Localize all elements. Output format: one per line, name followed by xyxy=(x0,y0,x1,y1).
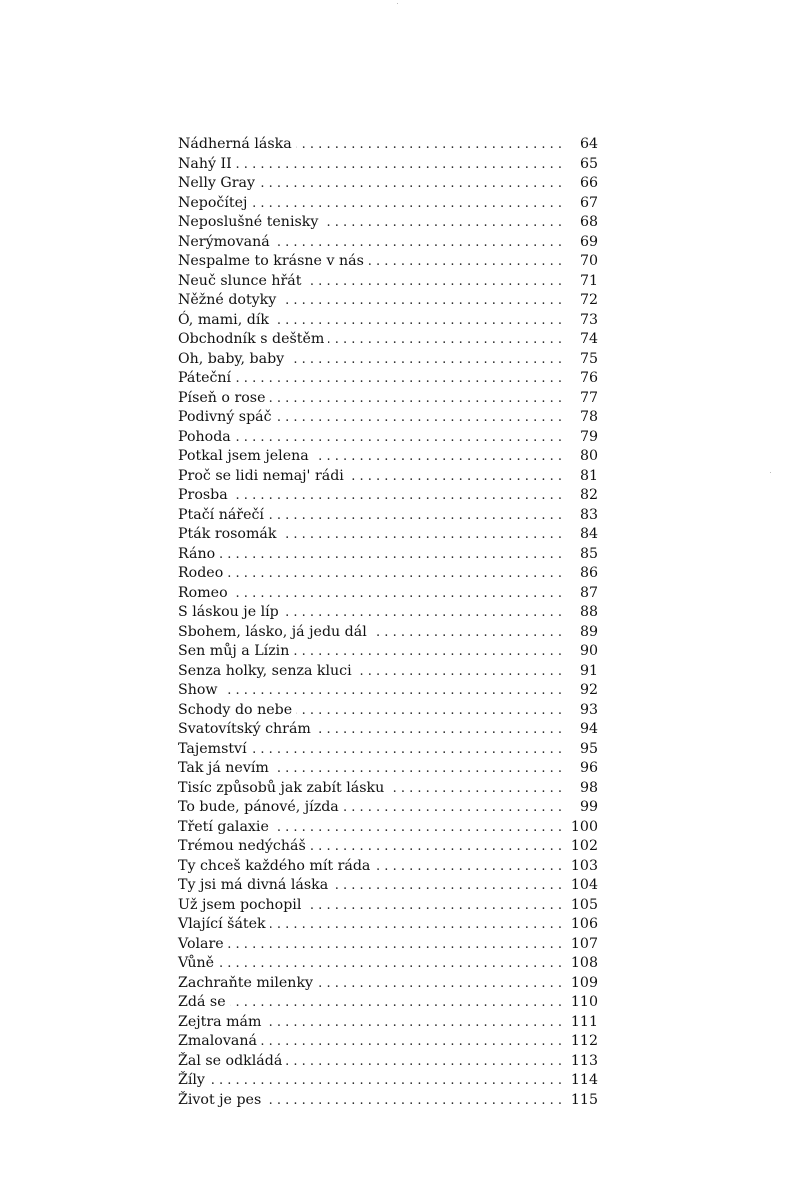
toc-entry xyxy=(178,291,598,311)
toc-entry-page-number: 67 xyxy=(579,194,598,211)
toc-entry-page-number: 74 xyxy=(579,331,598,347)
dot-leader xyxy=(265,1091,562,1111)
toc-entry-page-number: 102 xyxy=(570,838,598,854)
toc-entry xyxy=(178,993,598,1013)
dot-leader xyxy=(251,740,562,760)
toc-entry xyxy=(178,194,598,214)
toc-entry-title: Zmalovaná xyxy=(178,1033,257,1049)
toc-entry-page-number: 71 xyxy=(579,272,598,289)
toc-entry xyxy=(178,623,598,643)
dot-leader xyxy=(293,642,562,662)
toc-entry xyxy=(178,603,598,623)
toc-entry xyxy=(178,369,598,389)
dot-leader xyxy=(305,896,562,916)
dot-leader xyxy=(286,1052,562,1072)
paper-speck xyxy=(770,472,771,473)
toc-entry-page-number: 115 xyxy=(570,1091,598,1108)
dot-leader xyxy=(274,233,562,253)
toc-entry-title: Páteční xyxy=(178,370,232,386)
toc-entry-title: Pták rosomák xyxy=(178,526,277,542)
toc-entry-page-number: 112 xyxy=(570,1033,598,1049)
toc-entry-title: Schody do nebe xyxy=(178,701,293,718)
toc-entry xyxy=(178,720,598,740)
toc-entry-title: Romeo xyxy=(178,584,228,601)
toc-entry-page-number: 107 xyxy=(570,935,598,952)
toc-entry xyxy=(178,779,598,799)
toc-entry xyxy=(178,272,598,292)
dot-leader xyxy=(232,486,562,506)
toc-entry-page-number: 65 xyxy=(579,155,598,172)
dot-leader xyxy=(322,213,562,233)
dot-leader xyxy=(230,993,562,1013)
toc-entry xyxy=(178,837,598,857)
toc-entry-title: Třetí galaxie xyxy=(178,818,269,835)
toc-entry-page-number: 77 xyxy=(579,389,598,406)
dot-leader xyxy=(313,447,562,467)
dot-leader xyxy=(251,194,562,214)
dot-leader xyxy=(371,623,562,643)
toc-entry-title: Svatovítský chrám xyxy=(178,721,311,737)
toc-entry xyxy=(178,876,598,896)
dot-leader xyxy=(269,389,562,409)
toc-entry-title: Vlající šátek xyxy=(178,916,266,932)
toc-entry-page-number: 72 xyxy=(579,292,598,308)
toc-entry xyxy=(178,798,598,818)
toc-entry xyxy=(178,701,598,721)
toc-entry xyxy=(178,135,598,155)
dot-leader xyxy=(288,350,562,370)
toc-entry-page-number: 64 xyxy=(579,136,598,152)
toc-entry-page-number: 68 xyxy=(579,214,598,230)
toc-entry-page-number: 104 xyxy=(570,877,598,893)
toc-entry-title: Už jsem pochopil xyxy=(178,896,302,913)
dot-leader xyxy=(276,408,562,428)
toc-entry xyxy=(178,174,598,194)
dot-leader xyxy=(227,564,562,584)
toc-entry-title: Nerýmovaná xyxy=(178,233,270,250)
toc-entry-page-number: 79 xyxy=(579,428,598,445)
toc-entry-page-number: 89 xyxy=(579,623,598,640)
toc-entry-title: Zachraňte milenky xyxy=(178,974,314,991)
toc-entry-title: Oh, baby, baby xyxy=(178,350,285,367)
toc-entry-title: Zdá se xyxy=(178,994,226,1010)
toc-entry xyxy=(178,486,598,506)
toc-entry-page-number: 88 xyxy=(579,604,598,620)
dot-leader xyxy=(305,272,562,292)
toc-entry-page-number: 93 xyxy=(579,701,598,718)
dot-leader xyxy=(283,603,562,623)
dot-leader xyxy=(261,1032,562,1052)
toc-entry-page-number: 108 xyxy=(570,955,598,971)
toc-entry-title: Nepočítej xyxy=(178,194,248,211)
paper-speck xyxy=(397,3,398,4)
toc-entry xyxy=(178,408,598,428)
toc-entry-title: Žal se odkládá xyxy=(178,1052,283,1069)
dot-leader xyxy=(280,525,562,545)
toc-entry-page-number: 95 xyxy=(579,740,598,757)
dot-leader xyxy=(328,330,562,350)
dot-leader xyxy=(332,876,562,896)
dot-leader xyxy=(388,779,562,799)
toc-entry-page-number: 90 xyxy=(579,643,598,659)
dot-leader xyxy=(280,291,562,311)
toc-entry-page-number: 80 xyxy=(579,448,598,464)
toc-entry-page-number: 113 xyxy=(570,1052,598,1069)
dot-leader xyxy=(273,818,562,838)
toc-entry-page-number: 81 xyxy=(579,467,598,484)
toc-entry-title: Nespalme to krásne v nás xyxy=(178,253,364,269)
toc-entry xyxy=(178,233,598,253)
toc-entry-page-number: 82 xyxy=(579,487,598,503)
toc-entry-title: Senza holky, senza kluci xyxy=(178,662,352,679)
toc-entry xyxy=(178,584,598,604)
dot-leader xyxy=(296,135,562,155)
toc-entry xyxy=(178,1013,598,1033)
toc-entry-page-number: 114 xyxy=(570,1072,598,1088)
dot-leader xyxy=(368,252,562,272)
toc-entry-page-number: 98 xyxy=(579,779,598,796)
dot-leader xyxy=(222,681,562,701)
dot-leader xyxy=(374,857,562,877)
toc-entry xyxy=(178,915,598,935)
toc-entry xyxy=(178,506,598,526)
dot-leader xyxy=(209,1071,562,1091)
dot-leader xyxy=(218,954,562,974)
toc-entry-page-number: 76 xyxy=(579,370,598,386)
toc-entry-page-number: 105 xyxy=(570,896,598,913)
toc-entry xyxy=(178,662,598,682)
toc-entry-page-number: 69 xyxy=(579,233,598,250)
dot-leader xyxy=(317,974,562,994)
toc-entry xyxy=(178,681,598,701)
toc-entry-page-number: 99 xyxy=(579,799,598,815)
toc-entry-title: Nahý II xyxy=(178,155,232,172)
toc-entry-title: Volare xyxy=(178,935,224,952)
toc-entry-title: Potkal jsem jelena xyxy=(178,448,309,464)
toc-entry-page-number: 73 xyxy=(579,311,598,328)
toc-entry xyxy=(178,759,598,779)
toc-entry-page-number: 91 xyxy=(579,662,598,679)
toc-entry-title: Žíly xyxy=(178,1072,205,1088)
dot-leader xyxy=(273,311,562,331)
toc-entry-title: Tak já nevím xyxy=(178,760,269,776)
toc-entry-page-number: 86 xyxy=(579,565,598,581)
toc-entry xyxy=(178,1091,598,1111)
toc-entry-title: Vůně xyxy=(178,955,215,971)
dot-leader xyxy=(228,935,562,955)
dot-leader xyxy=(348,467,562,487)
toc-entry-title: Prosba xyxy=(178,487,228,503)
toc-entry-page-number: 85 xyxy=(579,545,598,562)
dot-leader xyxy=(219,545,562,565)
toc-entry xyxy=(178,428,598,448)
dot-leader xyxy=(235,428,562,448)
toc-entry xyxy=(178,935,598,955)
toc-entry-page-number: 106 xyxy=(570,916,598,932)
toc-entry-page-number: 83 xyxy=(579,506,598,523)
toc-entry xyxy=(178,857,598,877)
toc-entry xyxy=(178,974,598,994)
toc-entry xyxy=(178,155,598,175)
toc-entry xyxy=(178,447,598,467)
dot-leader xyxy=(268,506,562,526)
dot-leader xyxy=(235,369,562,389)
toc-entry-title: Nelly Gray xyxy=(178,175,255,191)
toc-entry xyxy=(178,642,598,662)
toc-entry-title: Podivný spáč xyxy=(178,409,272,425)
dot-leader xyxy=(259,174,562,194)
toc-entry-title: Proč se lidi nemaj' rádi xyxy=(178,467,344,484)
dot-leader xyxy=(232,584,562,604)
toc-entry xyxy=(178,896,598,916)
toc-entry xyxy=(178,311,598,331)
toc-entry-title: Ty jsi má divná láska xyxy=(178,877,329,893)
toc-entry-title: To bude, pánové, jízda xyxy=(178,799,339,815)
toc-entry-title: Ty chceš každého mít ráda xyxy=(178,857,371,874)
toc-entry-title: Tajemství xyxy=(178,740,247,757)
toc-entry-page-number: 94 xyxy=(579,721,598,737)
toc-entry xyxy=(178,740,598,760)
dot-leader xyxy=(343,798,562,818)
toc-entry-title: Ó, mami, dík xyxy=(178,311,269,328)
toc-entry-title: Zejtra mám xyxy=(178,1013,262,1030)
toc-entry-page-number: 87 xyxy=(579,584,598,601)
toc-entry xyxy=(178,564,598,584)
toc-entry xyxy=(178,1032,598,1052)
toc-entry-title: Pohoda xyxy=(178,428,231,445)
toc-entry-title: Tisíc způsobů jak zabít lásku xyxy=(178,779,385,796)
toc-entry-title: S láskou je líp xyxy=(178,604,279,620)
dot-leader xyxy=(296,701,562,721)
toc-entry-title: Neposlušné tenisky xyxy=(178,214,319,230)
toc-entry xyxy=(178,1052,598,1072)
dot-leader xyxy=(265,1013,562,1033)
dot-leader xyxy=(236,155,562,175)
toc-entry-title: Sbohem, lásko, já jedu dál xyxy=(178,623,367,640)
toc-entry-page-number: 100 xyxy=(570,818,598,835)
dot-leader xyxy=(270,915,562,935)
toc-entry-page-number: 92 xyxy=(579,682,598,698)
toc-entry-page-number: 70 xyxy=(579,253,598,269)
toc-entry-title: Neuč slunce hřát xyxy=(178,272,302,289)
toc-entry xyxy=(178,545,598,565)
dot-leader xyxy=(315,720,562,740)
toc-entry-page-number: 110 xyxy=(570,994,598,1010)
toc-entry-page-number: 111 xyxy=(570,1013,598,1030)
dot-leader xyxy=(310,837,562,857)
toc-entry xyxy=(178,467,598,487)
toc-entry-title: Píseň o rose xyxy=(178,389,266,406)
dot-leader xyxy=(273,759,562,779)
toc-entry-title: Show xyxy=(178,682,218,698)
toc-entry xyxy=(178,1071,598,1091)
toc-entry-title: Něžné dotyky xyxy=(178,292,277,308)
toc-entry-title: Trémou nedýcháš xyxy=(178,838,306,854)
toc-entry xyxy=(178,330,598,350)
toc-entry-title: Obchodník s deštěm xyxy=(178,331,325,347)
toc-entry-page-number: 109 xyxy=(570,974,598,991)
toc-entry xyxy=(178,213,598,233)
toc-entry-page-number: 84 xyxy=(579,526,598,542)
toc-entry xyxy=(178,252,598,272)
toc-entry-title: Život je pes xyxy=(178,1091,262,1108)
toc-entry-page-number: 66 xyxy=(579,175,598,191)
toc-entry-page-number: 78 xyxy=(579,409,598,425)
toc-entry-title: Rodeo xyxy=(178,565,224,581)
toc-entry-page-number: 96 xyxy=(579,760,598,776)
toc-entry-title: Ptačí nářečí xyxy=(178,506,264,523)
toc-entry-title: Nádherná láska xyxy=(178,136,292,152)
dot-leader xyxy=(356,662,562,682)
toc-entry xyxy=(178,350,598,370)
toc-entry xyxy=(178,818,598,838)
toc-entry-page-number: 75 xyxy=(579,350,598,367)
toc-entry-page-number: 103 xyxy=(570,857,598,874)
toc-entry xyxy=(178,525,598,545)
table-of-contents xyxy=(178,135,598,1110)
toc-entry xyxy=(178,389,598,409)
toc-entry-title: Sen můj a Lízin xyxy=(178,643,290,659)
toc-entry xyxy=(178,954,598,974)
toc-entry-title: Ráno xyxy=(178,545,216,562)
